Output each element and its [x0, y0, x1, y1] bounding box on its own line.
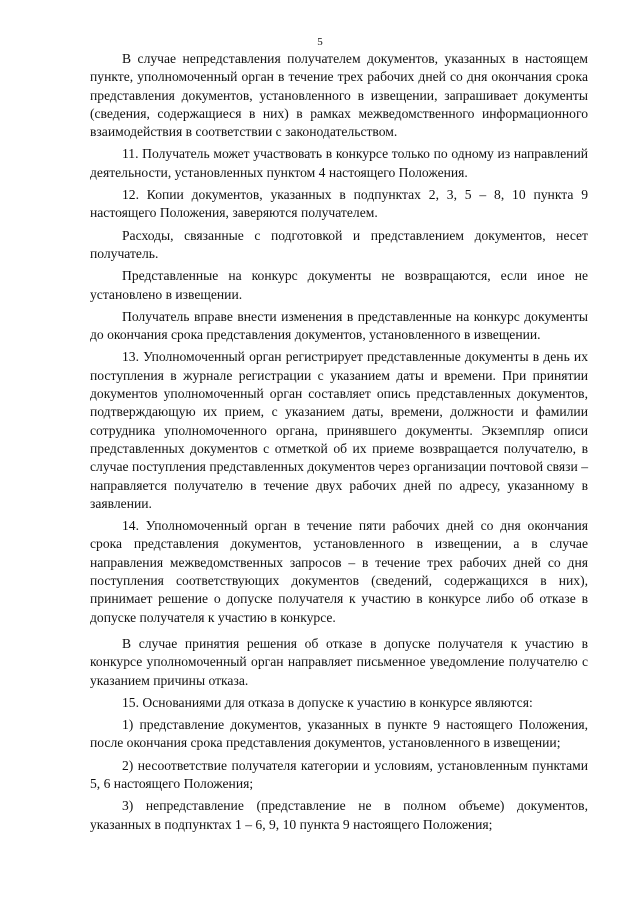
- paragraph-13: 13. Уполномоченный орган регистрирует представленные документы в день их поступления в журнале регистрации с указанием даты и времени. При принятии документов уполномоченный орган составляет опись представленных документов, подтверждающую их прием, с указанием даты, времени, должности и фамилии сотрудника уполномоченного органа, принявшего документы. Экземпляр описи представленных документов с отметкой об их приеме возвращается получателю, в случае поступления представленных документов через организации почтовой связи – направляется получателю в течение двух рабочих дней по адресу, указанному в заявлении.: [90, 349, 588, 511]
- paragraph-12: 12. Копии документов, указанных в подпунктах 2, 3, 5 – 8, 10 пункта 9 настоящего Положения, заверяются получателем.: [90, 187, 588, 221]
- paragraph-refusal-notice: В случае принятия решения об отказе в допуске получателя к участию в конкурсе уполномоченный орган направляет письменное уведомление получателю с указанием причины отказа.: [90, 635, 588, 688]
- list-item-3: 3) непредставление (представление не в полном объеме) документов, указанных в подпунктах 1 – 6, 9, 10 пункта 9 настоящего Положения;: [90, 798, 588, 832]
- list-item-2: 2) несоответствие получателя категории и условиям, установленным пунктами 5, 6 настоящего Положения;: [90, 757, 588, 791]
- paragraph-request-documents: В случае непредставления получателем документов, указанных в настоящем пункте, уполномоченный орган в течение трех рабочих дней со дня окончания срока представления документов, установленного в извещении, запрашивает документы (сведения, содержащиеся в них) в рамках межведомственного информационного взаимодействия в соответствии с законодательством.: [90, 51, 588, 140]
- paragraph-expenses: Расходы, связанные с подготовкой и представлением документов, несет получатель.: [90, 227, 588, 261]
- paragraph-11: 11. Получатель может участвовать в конкурсе только по одному из направлений деятельности, установленных пунктом 4 настоящего Положения.: [90, 146, 588, 180]
- paragraph-changes: Получатель вправе внести изменения в представленные на конкурс документы до окончания срока представления документов, установленного в извещении.: [90, 308, 588, 343]
- paragraph-not-returned: Представленные на конкурс документы не возвращаются, если иное не установлено в извещении.: [90, 268, 588, 302]
- document-body: [90, 50, 588, 834]
- paragraph-15: 15. Основаниями для отказа в допуске к участию в конкурсе являются:: [122, 694, 533, 710]
- paragraph-14: 14. Уполномоченный орган в течение пяти рабочих дней со дня окончания срока представления документов, установленного в извещении, а в случае направления межведомственных запросов – в течение трех рабочих дней со дня поступления соответствующих документов (сведений, содержащихся в них), принимает решение о допуске получателя к участию в конкурсе либо об отказе в допуске получателя к участию в конкурсе.: [90, 518, 588, 625]
- list-item-1: 1) представление документов, указанных в пункте 9 настоящего Положения, после окончания срока представления документов, установленного в извещении;: [90, 717, 588, 751]
- page-number: 5: [317, 36, 323, 48]
